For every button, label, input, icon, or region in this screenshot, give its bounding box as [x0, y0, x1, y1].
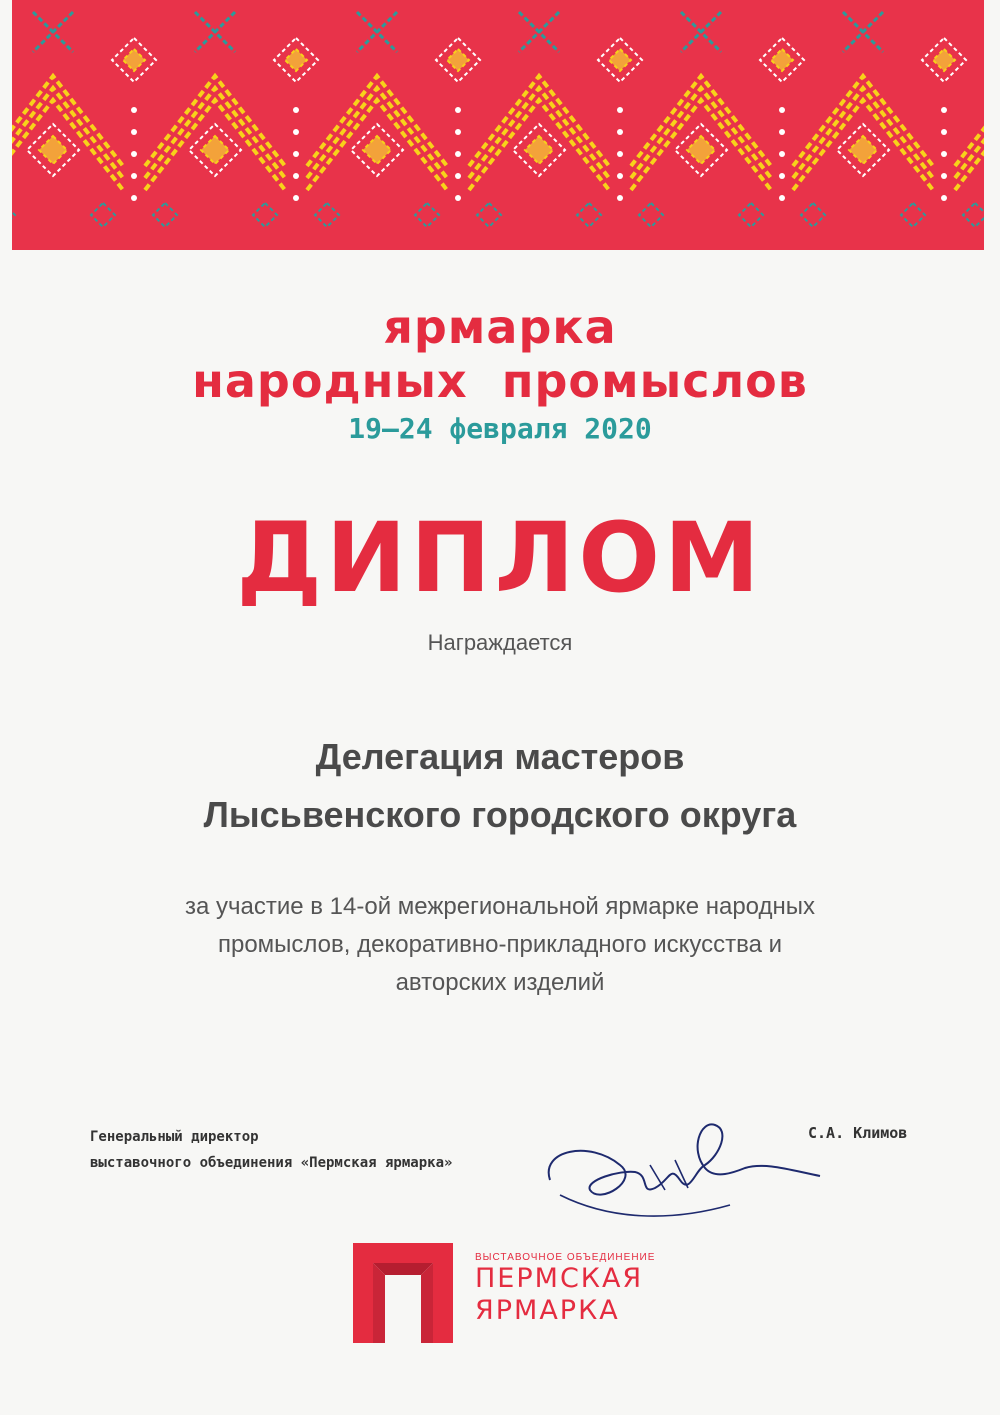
fair-title-line1: ярмарка [383, 300, 617, 354]
diploma-title: ДИПЛОМ [236, 502, 764, 614]
reason-line3: авторских изделий [395, 969, 605, 996]
recipient [0, 728, 1000, 844]
fair-header [0, 300, 1000, 445]
recipient-line1: Делегация мастеров [315, 736, 685, 777]
folk-ornament-pattern [12, 0, 984, 250]
permskaya-yarmarka-logo-icon [353, 1243, 453, 1343]
fair-title-line2: народных промыслов [192, 354, 808, 408]
signer-title [90, 1124, 452, 1176]
signer-title-line1: Генеральный директор [90, 1129, 259, 1145]
logo-text [475, 1252, 655, 1327]
logo-subtitle: ВЫСТАВОЧНОЕ ОБЪЕДИНЕНИЕ [475, 1252, 656, 1263]
logo-line1: ПЕРМСКАЯ [475, 1263, 644, 1294]
recipient-line2: Лысьвенского городского округа [203, 794, 797, 835]
logo-line2: ЯРМАРКА [475, 1295, 620, 1326]
signer-title-line2: выставочного объединения «Пермская ярмарка» [90, 1155, 453, 1171]
signer-name: С.А. Климов [808, 1124, 908, 1142]
reason-line1: за участие в 14-ой межрегиональной ярмарке народных [184, 893, 816, 920]
ornament-banner [12, 0, 984, 250]
reason-line2: промыслов, декоративно-прикладного искусства и [217, 931, 783, 958]
awarded-label: Награждается [427, 630, 573, 655]
handwritten-signature [530, 1110, 830, 1230]
award-reason [120, 888, 880, 1002]
fair-dates: 19–24 февраля 2020 [348, 412, 652, 445]
